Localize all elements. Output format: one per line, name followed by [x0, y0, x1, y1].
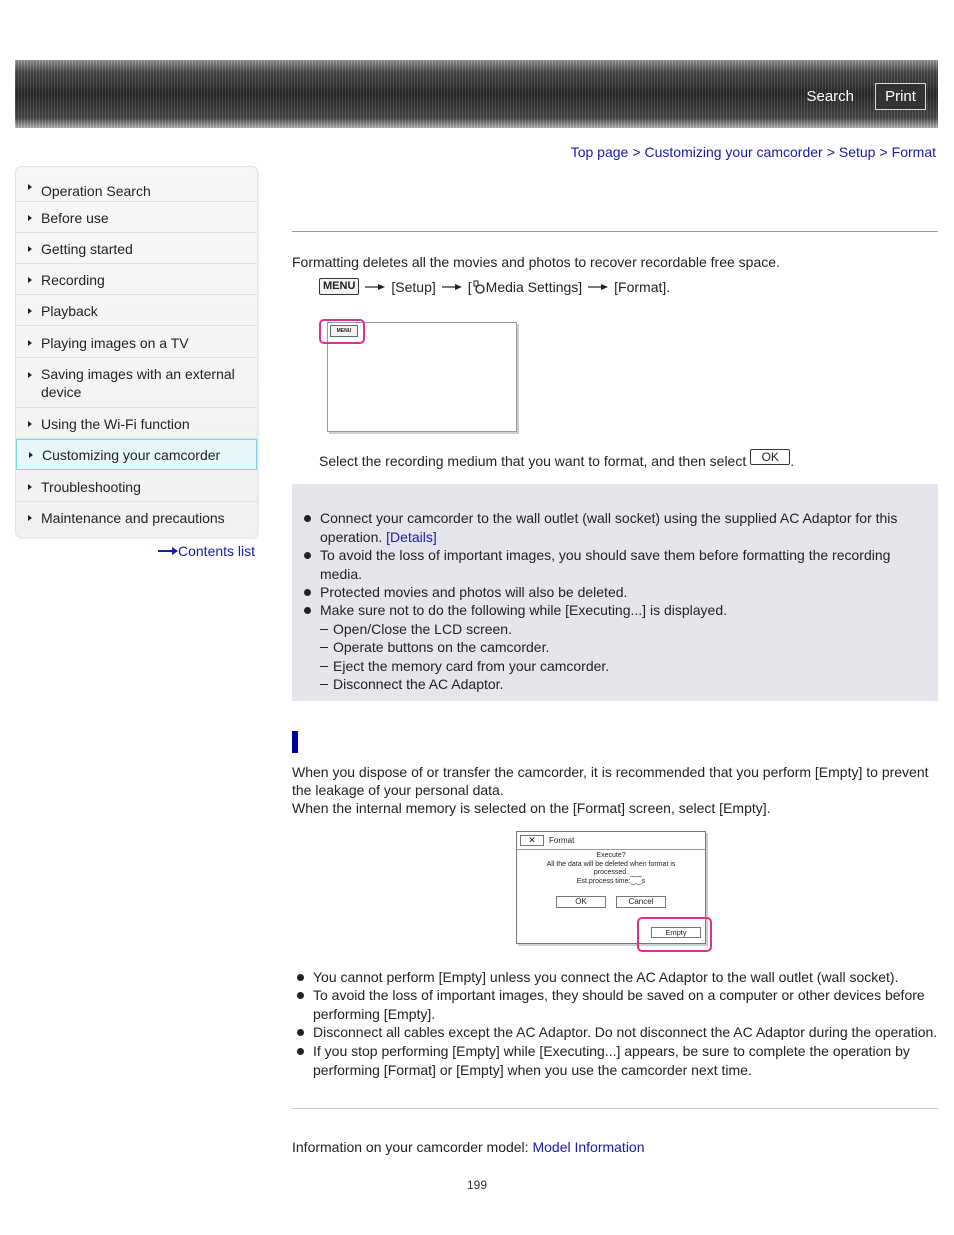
chevron-right-icon: [28, 484, 32, 490]
note-item: [320, 583, 920, 602]
empty-paragraph-1: When you dispose of or transfer the camcorder, it is recommended that you perform [Empty] to prevent the leakage of your personal data.: [292, 764, 929, 798]
sidebar-item-label: Troubleshooting: [41, 479, 141, 495]
note-text: To avoid the loss of important images, they should be saved on a computer or other devices before performing [Empty].: [313, 987, 925, 1022]
chevron-right-icon: [28, 246, 32, 252]
search-link[interactable]: Search: [806, 88, 854, 105]
page-number: 199: [467, 1178, 488, 1192]
sidebar-item-recording[interactable]: [16, 264, 257, 295]
intro-text: Formatting deletes all the movies and photos to recover recordable free space.: [292, 254, 780, 270]
contents-list-label: Contents list: [178, 543, 256, 559]
sidebar-item-before-use[interactable]: [16, 202, 257, 233]
sub-note-text: Operate buttons on the camcorder.: [333, 639, 550, 655]
sub-note-text: Open/Close the LCD screen.: [333, 621, 512, 637]
sub-note-item: [320, 657, 609, 676]
chevron-right-icon: [29, 452, 33, 458]
format-screen-header: [517, 832, 705, 850]
sidebar-item-saving-external[interactable]: [16, 358, 257, 408]
chevron-right-icon: [28, 515, 32, 521]
note-text: Connect your camcorder to the wall outlet (wall socket) using the supplied AC Adaptor for this operation.: [320, 510, 898, 545]
sidebar-item-label: Playing images on a TV: [41, 335, 189, 351]
lcd-menu-button: MENU: [330, 325, 358, 337]
footer-divider: [292, 1108, 938, 1109]
close-icon: ✕: [520, 835, 544, 846]
note-text: To avoid the loss of important images, you should save them before formatting the recording media.: [320, 547, 891, 582]
note-text: Protected movies and photos will also be deleted.: [320, 584, 628, 600]
bullet-icon: [297, 1029, 304, 1036]
chevron-right-icon: [28, 215, 32, 221]
model-info-link[interactable]: Model Information: [532, 1139, 645, 1155]
bullet-icon: [304, 515, 311, 522]
dash-icon: [320, 629, 328, 631]
note-text: Make sure not to do the following while [Executing...] is displayed.: [320, 602, 727, 618]
step-setup: [Setup]: [391, 278, 436, 295]
menu-highlight: [319, 319, 365, 344]
menu-button-icon: MENU: [319, 278, 359, 295]
sidebar-item-operation-search[interactable]: [16, 171, 257, 202]
note-item: [320, 601, 920, 620]
sub-note-item: [320, 675, 503, 694]
sidebar-item-getting-started[interactable]: [16, 233, 257, 264]
breadcrumb-setup[interactable]: Setup: [838, 144, 876, 160]
bullet-icon: [297, 1048, 304, 1055]
empty-highlight: [637, 917, 712, 952]
media-settings-icon: [472, 280, 486, 294]
arrow-right-icon: [158, 547, 178, 555]
sidebar-item-wifi[interactable]: [16, 408, 257, 439]
sidebar-nav: [15, 166, 258, 538]
dash-icon: [320, 666, 328, 668]
chevron-right-icon: [28, 308, 32, 314]
sidebar-item-label: Recording: [41, 272, 105, 288]
step-format: [Format].: [614, 278, 671, 295]
note-item: [320, 509, 920, 546]
sidebar-item-customizing[interactable]: [16, 439, 257, 470]
chevron-right-icon: [28, 277, 32, 283]
arrow-right-icon: [442, 282, 462, 292]
chevron-right-icon: [28, 184, 32, 190]
chevron-right-icon: [28, 372, 32, 378]
sub-note-item: [320, 638, 549, 657]
format-screen-title: Format: [549, 836, 575, 845]
sidebar-item-playing-on-tv[interactable]: [16, 326, 257, 358]
arrow-right-icon: [588, 282, 608, 292]
sub-note-text: Disconnect the AC Adaptor.: [333, 676, 504, 692]
empty-note-item: [313, 968, 943, 987]
format-cancel-button: Cancel: [616, 896, 666, 908]
sidebar-item-label: Operation Search: [41, 183, 151, 199]
sidebar-item-label: Getting started: [41, 241, 133, 257]
header-bar: [15, 60, 938, 128]
period: .: [790, 453, 795, 469]
message-line: All the data will be deleted when format is: [546, 860, 676, 868]
sidebar-item-label: Playback: [41, 303, 98, 319]
empty-note-item: [313, 1042, 933, 1079]
bullet-icon: [304, 552, 311, 559]
details-link[interactable]: [Details]: [386, 528, 437, 545]
arrow-right-icon: [365, 282, 385, 292]
note-text: Disconnect all cables except the AC Adaptor. Do not disconnect the AC Adaptor during the operation.: [313, 1024, 938, 1040]
format-empty-button: Empty: [651, 927, 701, 938]
breadcrumb-top-page[interactable]: Top page: [570, 144, 629, 160]
dash-icon: [320, 647, 328, 649]
message-line: Execute?: [596, 852, 626, 859]
sub-note-text: Eject the memory card from your camcorder.: [333, 658, 610, 674]
sidebar-item-label: Customizing your camcorder: [42, 447, 221, 463]
contents-list-link[interactable]: [158, 543, 255, 559]
ok-button-icon: OK: [750, 449, 790, 465]
breadcrumb-separator: >: [632, 144, 641, 160]
empty-note-item: [313, 986, 938, 1023]
chevron-right-icon: [28, 340, 32, 346]
dash-icon: [320, 684, 328, 686]
bullet-icon: [304, 607, 311, 614]
note-text: You cannot perform [Empty] unless you connect the AC Adaptor to the wall outlet (wall socket).: [313, 969, 899, 985]
breadcrumb-format[interactable]: Format: [891, 144, 936, 160]
sidebar-item-maintenance[interactable]: [16, 502, 257, 533]
breadcrumb-separator: >: [879, 144, 888, 160]
note-text: If you stop performing [Empty] while [Executing...] appears, be sure to complete the operation by performing [Format] or [Empty] when you use the camcorder next time.: [313, 1043, 910, 1078]
empty-paragraph-2: When the internal memory is selected on the [Format] screen, select [Empty].: [292, 800, 771, 816]
print-button[interactable]: Print: [875, 83, 926, 110]
sidebar-item-label: Before use: [41, 210, 109, 226]
menu-steps: [319, 278, 670, 295]
bullet-icon: [297, 974, 304, 981]
sidebar-item-troubleshooting[interactable]: [16, 470, 257, 502]
breadcrumb-customizing[interactable]: Customizing your camcorder: [644, 144, 823, 160]
sub-note-item: [320, 620, 512, 639]
format-screen-message: [517, 852, 705, 886]
model-info-label: Information on your camcorder model:: [292, 1139, 529, 1155]
breadcrumb: [571, 144, 936, 160]
bullet-icon: [304, 589, 311, 596]
sidebar-item-label: Saving images with an external device: [41, 366, 235, 400]
step-media-open-bracket: [: [467, 278, 472, 295]
empty-note-item: [313, 1023, 943, 1042]
sidebar-item-playback[interactable]: [16, 295, 257, 326]
message-line: processed.: [593, 869, 629, 876]
message-line: Est.process time:⁐⁐s: [576, 877, 646, 885]
chevron-right-icon: [28, 421, 32, 427]
select-medium-text: Select the recording medium that you want to format, and then select: [319, 453, 747, 469]
bullet-icon: [297, 992, 304, 999]
format-ok-button: OK: [556, 896, 606, 908]
step-media-settings: Media Settings]: [485, 278, 583, 295]
breadcrumb-separator: >: [826, 144, 835, 160]
sidebar-item-label: Using the Wi-Fi function: [41, 416, 190, 432]
title-divider: [292, 231, 938, 232]
sidebar-item-label: Maintenance and precautions: [41, 510, 225, 526]
note-item: [320, 546, 920, 583]
select-medium-instruction: [319, 450, 795, 469]
model-info: [292, 1139, 645, 1155]
section-marker: [292, 731, 298, 753]
